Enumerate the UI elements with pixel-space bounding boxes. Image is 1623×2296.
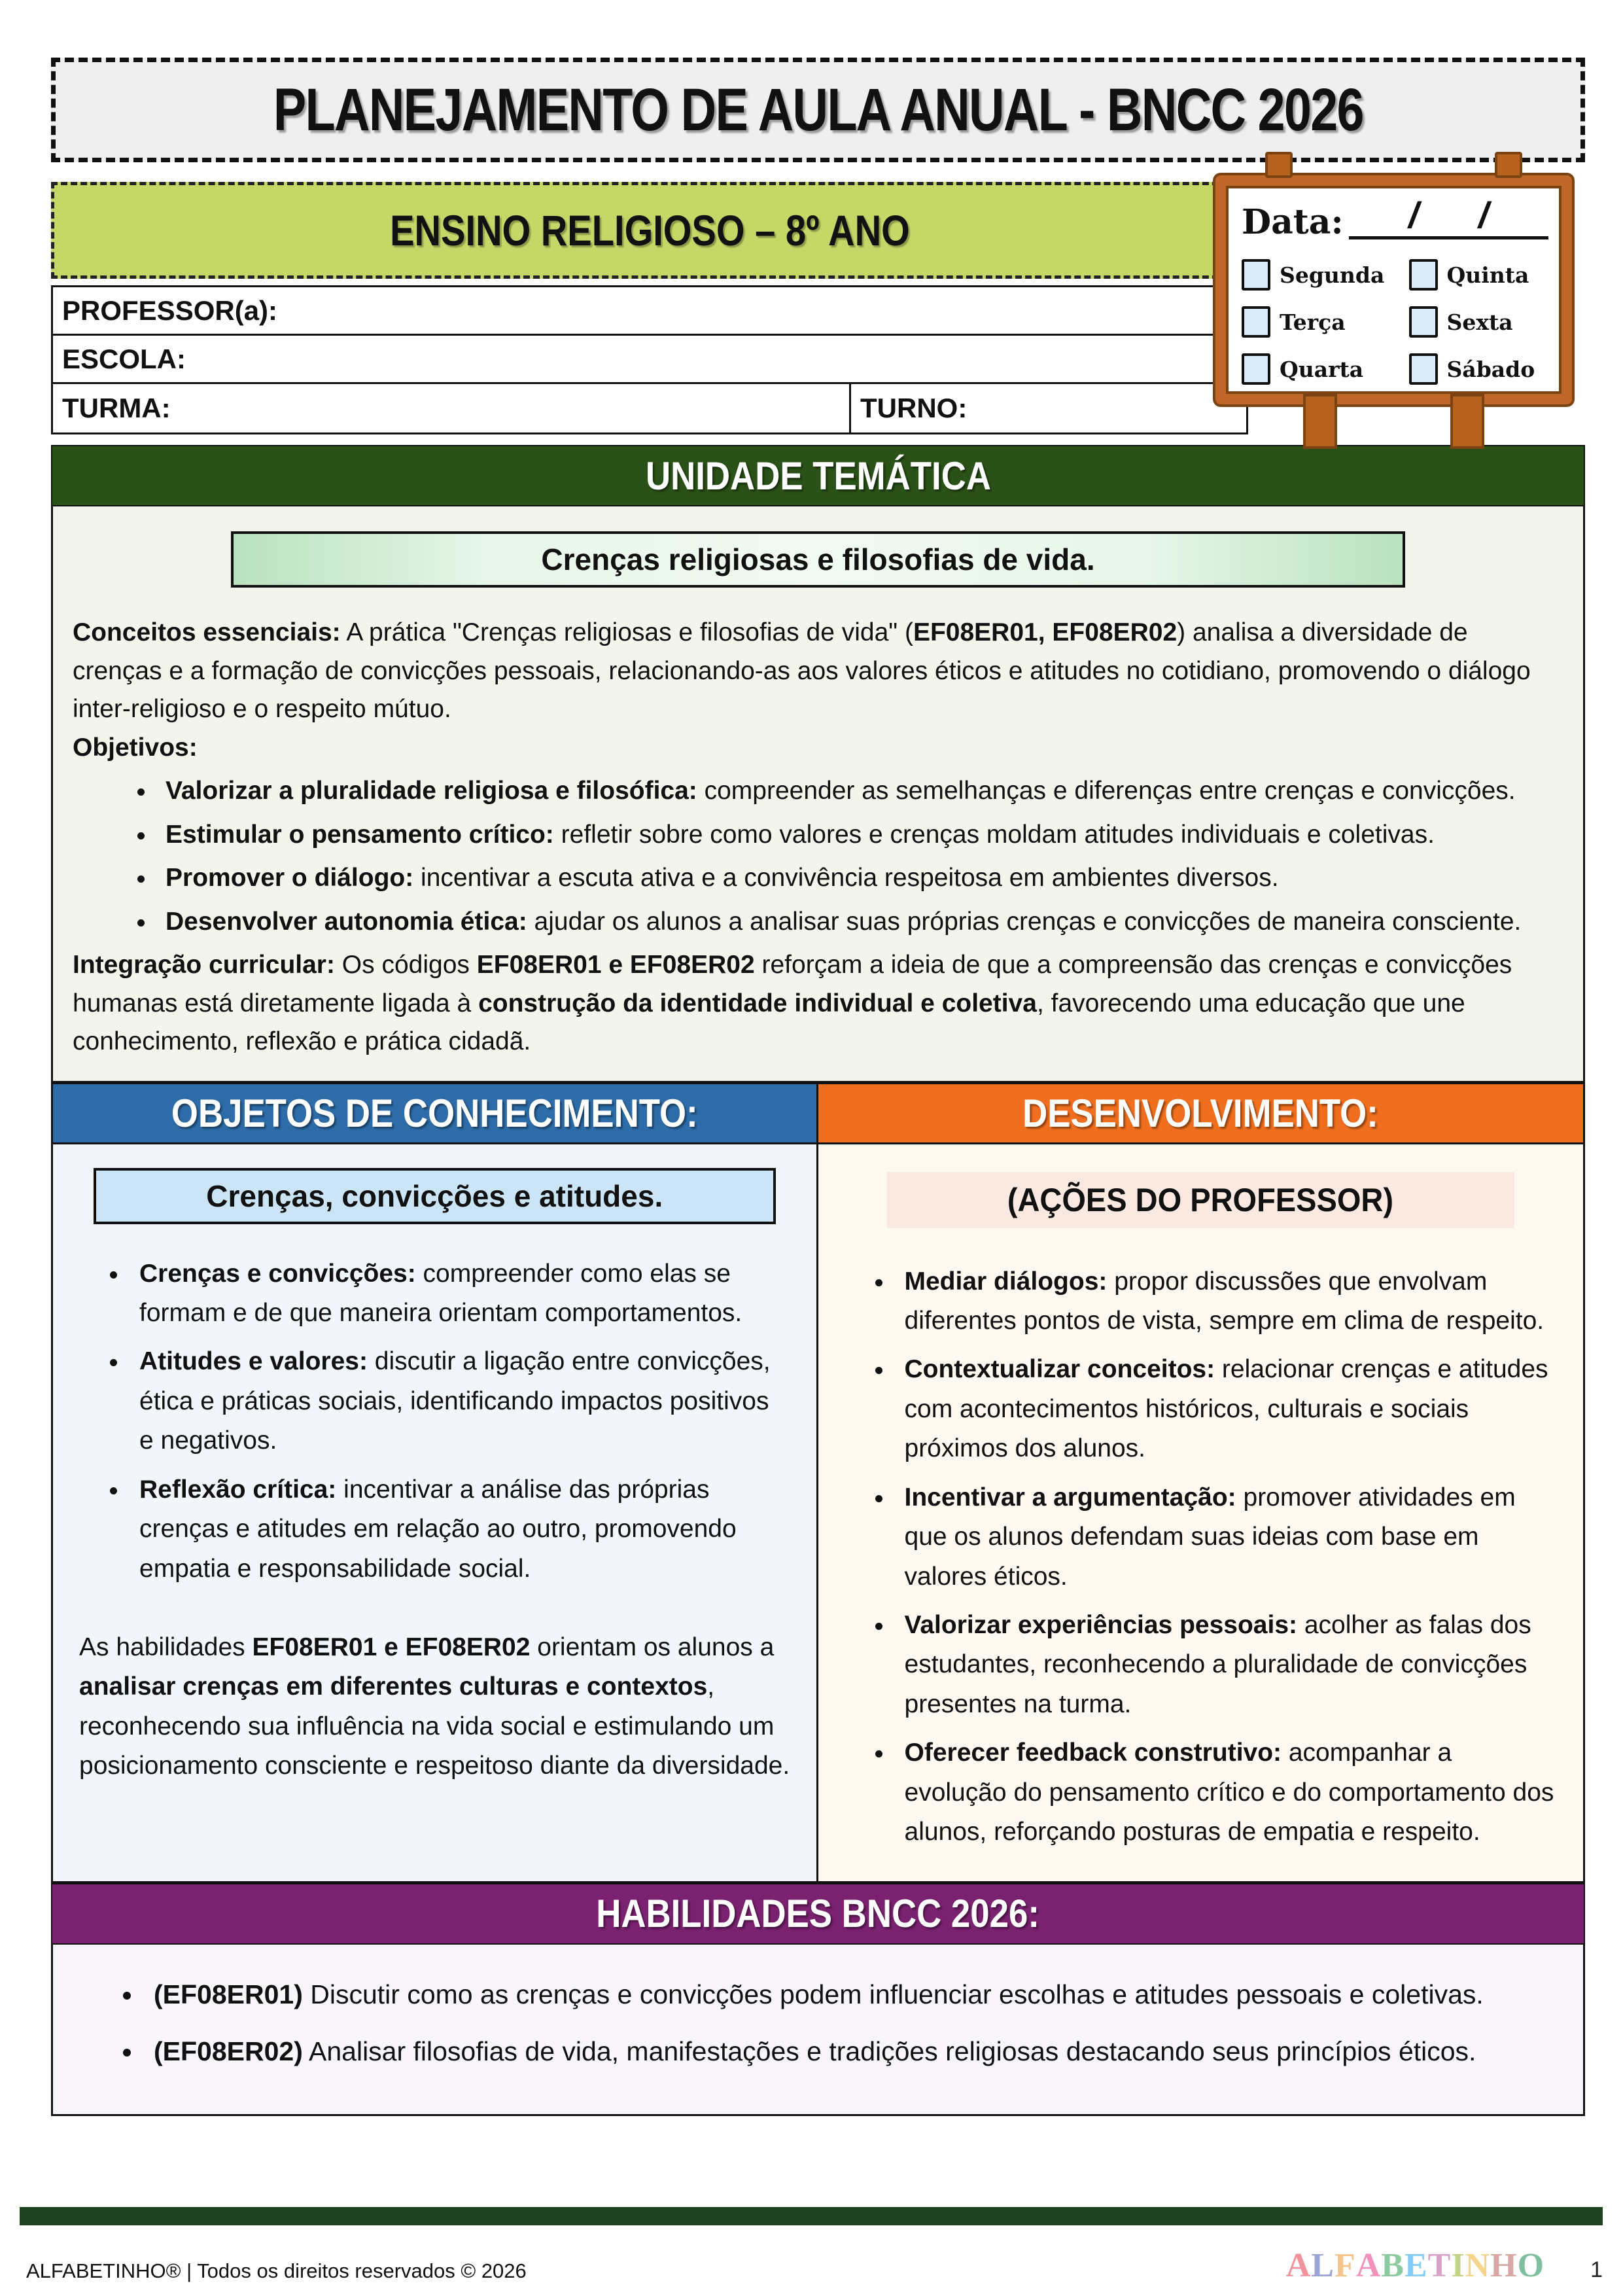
- terca-checkbox[interactable]: [1242, 306, 1270, 338]
- objetos-topic-title: Crenças, convicções e atitudes.: [206, 1178, 663, 1213]
- logo-letter: T: [1427, 2247, 1452, 2284]
- objetos-topic-box: [94, 1168, 776, 1224]
- professor-row: [53, 287, 1246, 336]
- unidade-tematica-section: [51, 506, 1585, 1083]
- unidade-tematica-banner: [51, 445, 1585, 506]
- objetivos-list: [73, 772, 1563, 941]
- list-item: • Mediar diálogos: propor discussões que envolvam diferentes pontos de vista, sempre em clima de respeito.: [894, 1262, 1558, 1341]
- logo-letter: O: [1517, 2247, 1545, 2284]
- objetos-body: [53, 1144, 816, 1881]
- desenvolvimento-list: [845, 1262, 1558, 1852]
- footer-divider: [20, 2207, 1603, 2225]
- date-label: Data:: [1242, 202, 1344, 242]
- conceitos-t1: A prática "Crenças religiosas e filosofias de vida" (: [340, 618, 913, 646]
- desenvolvimento-body: [818, 1144, 1584, 1881]
- habilidades-banner-title: HABILIDADES BNCC 2026:: [596, 1892, 1040, 1936]
- date-board: [1215, 175, 1572, 404]
- logo-letter: H: [1490, 2247, 1518, 2284]
- logo-letter: N: [1465, 2247, 1491, 2284]
- date-slash: /: [1408, 194, 1419, 236]
- subject-banner: [51, 182, 1248, 279]
- list-item: • Valorizar experiências pessoais: acolher as falas dos estudantes, reconhecendo a pluralidade de convicções presentes na turma.: [894, 1606, 1558, 1724]
- quinta-checkbox[interactable]: [1409, 259, 1438, 291]
- subject-title: ENSINO RELIGIOSO – 8º ANO: [389, 206, 910, 255]
- list-item: • Contextualizar conceitos: relacionar crenças e atitudes com acontecimentos históricos, culturais e sociais próximos dos alunos.: [894, 1350, 1558, 1468]
- sexta-checkbox[interactable]: [1409, 306, 1438, 338]
- day-item-terca: Terça: [1242, 306, 1403, 338]
- logo-letter: E: [1404, 2247, 1428, 2284]
- sabado-checkbox[interactable]: [1409, 353, 1438, 385]
- alfabetinho-logo: [1286, 2249, 1544, 2283]
- list-item: • Crenças e convicções: compreender como elas se formam e de que maneira orientam comportamentos.: [129, 1254, 790, 1333]
- unidade-tematica-title: UNIDADE TEMÁTICA: [645, 453, 991, 498]
- objetos-header: [53, 1084, 816, 1144]
- objetos-list: [79, 1254, 790, 1589]
- board-post-icon: [1265, 152, 1293, 178]
- logo-letter: I: [1451, 2247, 1465, 2284]
- turno-label: TURNO:: [860, 393, 968, 423]
- day-item-segunda: Segunda: [1242, 259, 1403, 291]
- day-item-sabado: Sábado: [1409, 353, 1548, 385]
- board-leg-icon: [1450, 394, 1484, 449]
- objetos-closing-paragraph: As habilidades EF08ER01 e EF08ER02 orientam os alunos a analisar crenças em diferentes culturas e contextos, reconhecendo sua influência na vida social e estimulando um posicionamento consciente e respeitoso diante da diversidade.: [79, 1633, 790, 1780]
- professor-input-area[interactable]: [277, 287, 1246, 334]
- logo-letter: A: [1355, 2247, 1382, 2284]
- habilidades-banner: [51, 1883, 1585, 1945]
- escola-input-area[interactable]: [186, 336, 1246, 382]
- desenvolvimento-column: [818, 1084, 1584, 1881]
- professor-label: PROFESSOR(a):: [62, 294, 278, 326]
- acoes-do-professor-strip: [887, 1172, 1514, 1228]
- turma-turno-row: [53, 384, 1246, 433]
- date-slash: /: [1478, 194, 1489, 236]
- copyright-text: ALFABETINHO® | Todos os direitos reservados © 2026: [26, 2259, 527, 2282]
- turno-cell: [851, 384, 1246, 433]
- integracao-paragraph: Integração curricular: Os códigos EF08ER01 e EF08ER02 reforçam a ideia de que a compreensão das crenças e convicções humanas está diretamente ligada à construção da identidade individual e coletiva, favorecendo uma educação que une conhecimento, reflexão e prática cidadã.: [73, 951, 1512, 1055]
- logo-letter: A: [1285, 2247, 1312, 2284]
- logo-letter: F: [1334, 2247, 1356, 2284]
- quarta-checkbox[interactable]: [1242, 353, 1270, 385]
- list-item: • Valorizar a pluralidade religiosa e filosófica: compreender as semelhanças e diferenças entre crenças e convicções.: [156, 772, 1563, 811]
- list-item: • (EF08ER02) Analisar filosofias de vida, manifestações e tradições religiosas destacando seus princípios éticos.: [143, 2030, 1557, 2074]
- date-row: [1242, 194, 1548, 242]
- list-item: • Reflexão crítica: incentivar a análise das próprias crenças e atitudes em relação ao outro, promovendo empatia e responsabilidade social.: [129, 1470, 790, 1589]
- footer: [26, 2249, 1603, 2283]
- turma-cell: [53, 384, 851, 433]
- page-number: 1: [1590, 2257, 1603, 2282]
- page-title-box: [51, 58, 1585, 162]
- list-item: • Promover o diálogo: incentivar a escuta ativa e a convivência respeitosa em ambientes diversos.: [156, 859, 1563, 898]
- habilidades-section: [51, 1945, 1585, 2116]
- integracao-lead: Integração curricular:: [73, 951, 335, 979]
- conceitos-t2: ) analisa a diversidade de crenças e a formação de convicções pessoais, relacionando-as aos valores éticos e atitudes no cotidiano, promovendo o diálogo inter-religioso e o respeito mútuo.: [73, 618, 1531, 723]
- escola-label: ESCOLA:: [62, 343, 186, 374]
- objetivos-label: Objetivos:: [73, 733, 198, 762]
- day-item-quarta: Quarta: [1242, 353, 1403, 385]
- list-item: • Atitudes e valores: discutir a ligação entre convicções, ética e práticas sociais, identificando impactos positivos e negativos.: [129, 1342, 790, 1460]
- escola-row: [53, 336, 1246, 384]
- objetos-column: [53, 1084, 818, 1881]
- logo-letter: L: [1311, 2247, 1335, 2284]
- info-fields: [51, 285, 1248, 434]
- list-item: • Estimular o pensamento crítico: refletir sobre como valores e crenças moldam atitudes individuais e coletivas.: [156, 816, 1563, 855]
- logo-letter: B: [1381, 2247, 1405, 2284]
- board-leg-icon: [1303, 394, 1337, 449]
- list-item: • (EF08ER01) Discutir como as crenças e convicções podem influenciar escolhas e atitudes pessoais e coletivas.: [143, 1973, 1557, 2017]
- conceitos-paragraph: [73, 614, 1563, 729]
- two-column-section: [51, 1083, 1585, 1883]
- theme-title: Crenças religiosas e filosofias de vida.: [541, 542, 1095, 576]
- conceitos-codes: EF08ER01, EF08ER02: [913, 618, 1178, 646]
- theme-box: [231, 531, 1405, 588]
- desenvolvimento-header-title: DESENVOLVIMENTO:: [1022, 1091, 1379, 1135]
- turno-input-area[interactable]: [967, 384, 1246, 433]
- date-input-area[interactable]: [1349, 194, 1548, 239]
- list-item: • Oferecer feedback construtivo: acompanhar a evolução do pensamento crítico e do comportamento dos alunos, reforçando posturas de empatia e respeito.: [894, 1733, 1558, 1852]
- list-item: • Incentivar a argumentação: promover atividades em que os alunos defendam suas ideias com base em valores éticos.: [894, 1478, 1558, 1597]
- desenvolvimento-header: [818, 1084, 1584, 1144]
- turma-label: TURMA:: [62, 393, 171, 423]
- segunda-checkbox[interactable]: [1242, 259, 1270, 291]
- day-item-sexta: Sexta: [1409, 306, 1548, 338]
- page-title: PLANEJAMENTO DE AULA ANUAL - BNCC 2026: [273, 76, 1363, 143]
- acoes-do-professor-title: (AÇÕES DO PROFESSOR): [1007, 1181, 1394, 1218]
- turma-input-area[interactable]: [171, 384, 849, 433]
- habilidades-list: [79, 1973, 1557, 2074]
- list-item: • Desenvolver autonomia ética: ajudar os alunos a analisar suas próprias crenças e convicções de maneira consciente.: [156, 903, 1563, 942]
- weekday-checklist: [1242, 259, 1548, 385]
- conceitos-lead: Conceitos essenciais:: [73, 618, 341, 646]
- objetos-header-title: OBJETOS DE CONHECIMENTO:: [171, 1091, 698, 1135]
- board-post-icon: [1495, 152, 1522, 178]
- day-item-quinta: Quinta: [1409, 259, 1548, 291]
